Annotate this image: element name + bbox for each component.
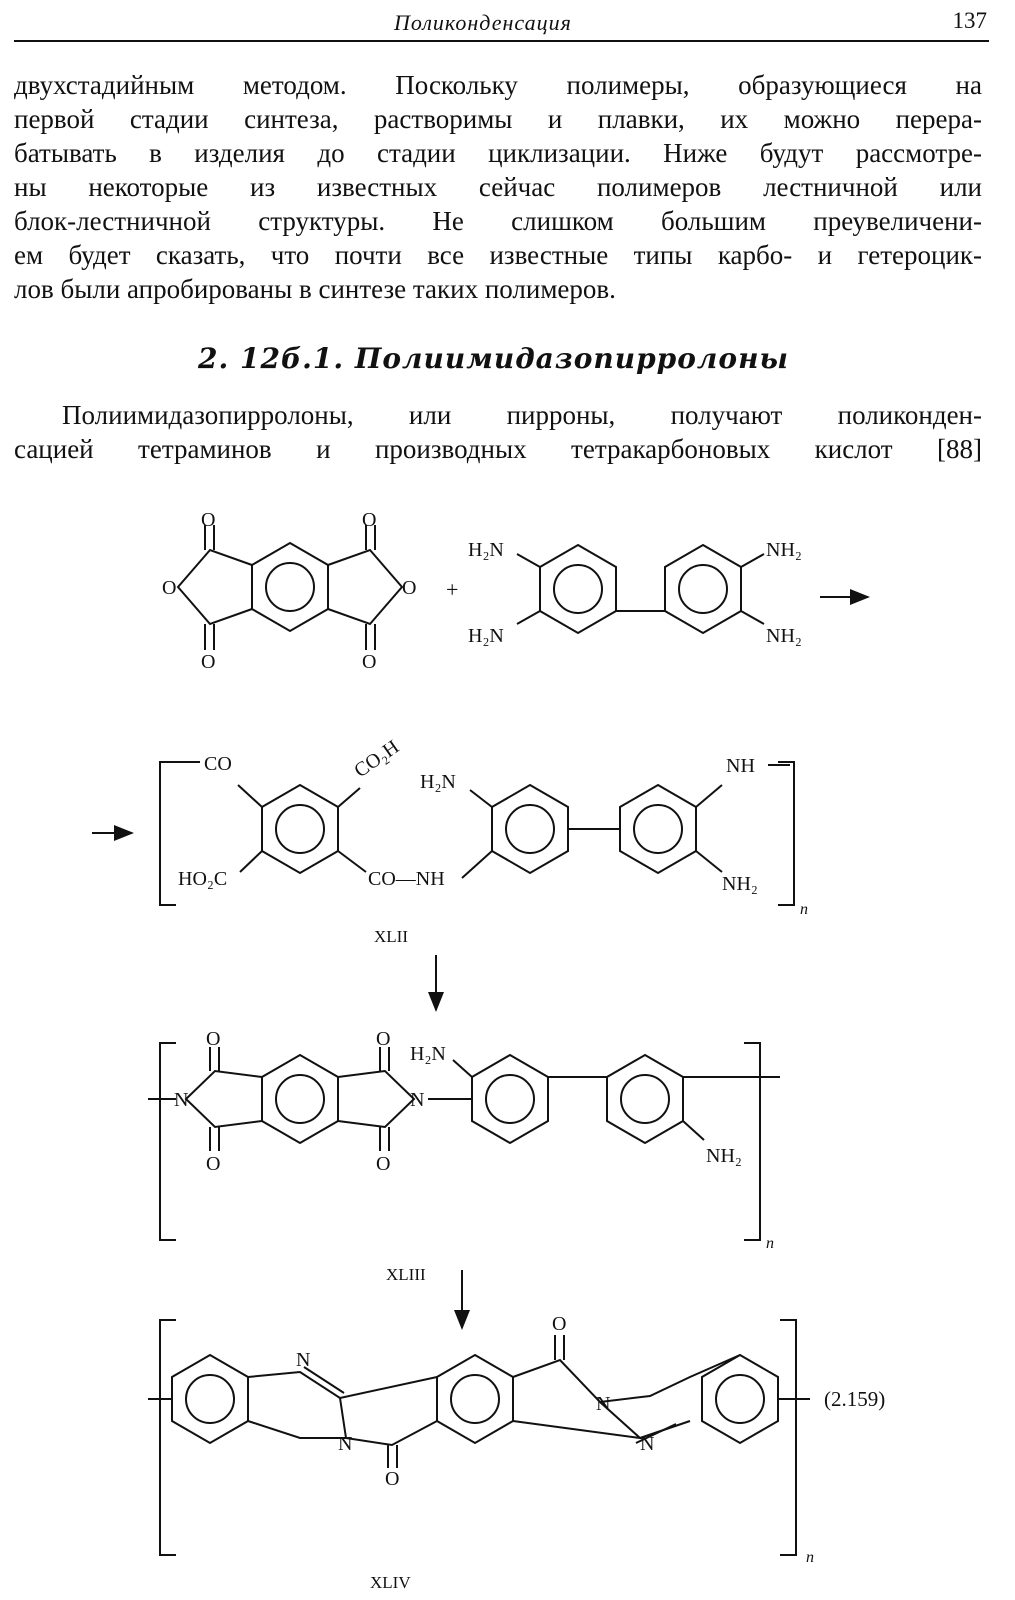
atom-label: O: [552, 1313, 567, 1335]
intro-paragraph: [14, 398, 982, 466]
atom-label: O: [362, 509, 377, 531]
section-title: 2. 12б.1. Полиимидазопирролоны: [198, 342, 789, 375]
amine-label: H₂N: [468, 539, 504, 561]
atom-label: O: [162, 577, 177, 599]
intro-line: сацией тетраминов и производных тетракарбоновых кислот [88]: [14, 434, 982, 464]
atom-label: O: [362, 651, 377, 673]
atom-label: O: [376, 1153, 391, 1175]
atom-label: O: [376, 1028, 391, 1050]
atom-label: O: [206, 1153, 221, 1175]
amine-label: H₂N: [410, 1043, 446, 1065]
group-label: CO₂H: [350, 735, 404, 783]
paragraph-line: ны некоторые из известных сейчас полимеров лестничной или: [14, 172, 982, 202]
paragraph: [14, 68, 982, 306]
amine-label: NH₂: [706, 1145, 742, 1167]
group-label: HO₂C: [178, 868, 228, 890]
amine-label: NH: [726, 755, 755, 777]
atom-label: O: [402, 577, 417, 599]
paragraph-line: первой стадии синтеза, растворимы и плавки, их можно перера-: [14, 104, 982, 134]
paragraph-line: лов были апробированы в синтезе таких полимеров.: [14, 274, 616, 304]
atom-label: O: [201, 651, 216, 673]
header-rule: [14, 40, 989, 42]
amine-label: NH₂: [766, 539, 802, 561]
group-label: CO: [204, 753, 232, 775]
paragraph-line: двухстадийным методом. Поскольку полимеры, образующиеся на: [14, 70, 982, 100]
compound-label: XLIV: [370, 1573, 411, 1592]
atom-label: N: [596, 1393, 611, 1415]
reaction-scheme: [0, 490, 1015, 1595]
atom-label: N: [410, 1089, 425, 1111]
compound-label: XLII: [374, 927, 408, 946]
page-header: [14, 6, 989, 36]
equation-number: (2.159): [824, 1387, 886, 1411]
repeat-subscript: n: [800, 901, 808, 918]
repeat-subscript: n: [766, 1235, 774, 1252]
amine-label: NH₂: [722, 873, 758, 895]
structure-lines: [148, 525, 810, 1555]
page-number: 137: [952, 8, 987, 33]
plus-sign: +: [446, 577, 459, 602]
intro-line: Полиимидазопирролоны, или пирроны, получают поликонден-: [62, 400, 982, 430]
paragraph-line: блок-лестничной структуры. Не слишком большим преувеличени-: [14, 206, 982, 236]
amine-label: NH₂: [766, 625, 802, 647]
atom-label: O: [201, 509, 216, 531]
group-label: CO—NH: [368, 868, 445, 890]
compound-label: XLIII: [386, 1265, 426, 1284]
atom-label: N: [174, 1089, 189, 1111]
amine-label: H₂N: [420, 771, 456, 793]
paragraph-line: ем будет сказать, что почти все известные типы карбо- и гетероцик-: [14, 240, 982, 270]
paragraph-line: батывать в изделия до стадии циклизации. Ниже будут рассмотре-: [14, 138, 982, 168]
amine-label: H₂N: [468, 625, 504, 647]
atom-label: O: [385, 1468, 400, 1490]
running-title: Поликонденсация: [394, 10, 572, 35]
atom-label: N: [338, 1433, 353, 1455]
atom-label: N: [296, 1349, 311, 1371]
repeat-subscript: n: [806, 1549, 814, 1566]
atom-label: N: [640, 1433, 655, 1455]
atom-label: O: [206, 1028, 221, 1050]
